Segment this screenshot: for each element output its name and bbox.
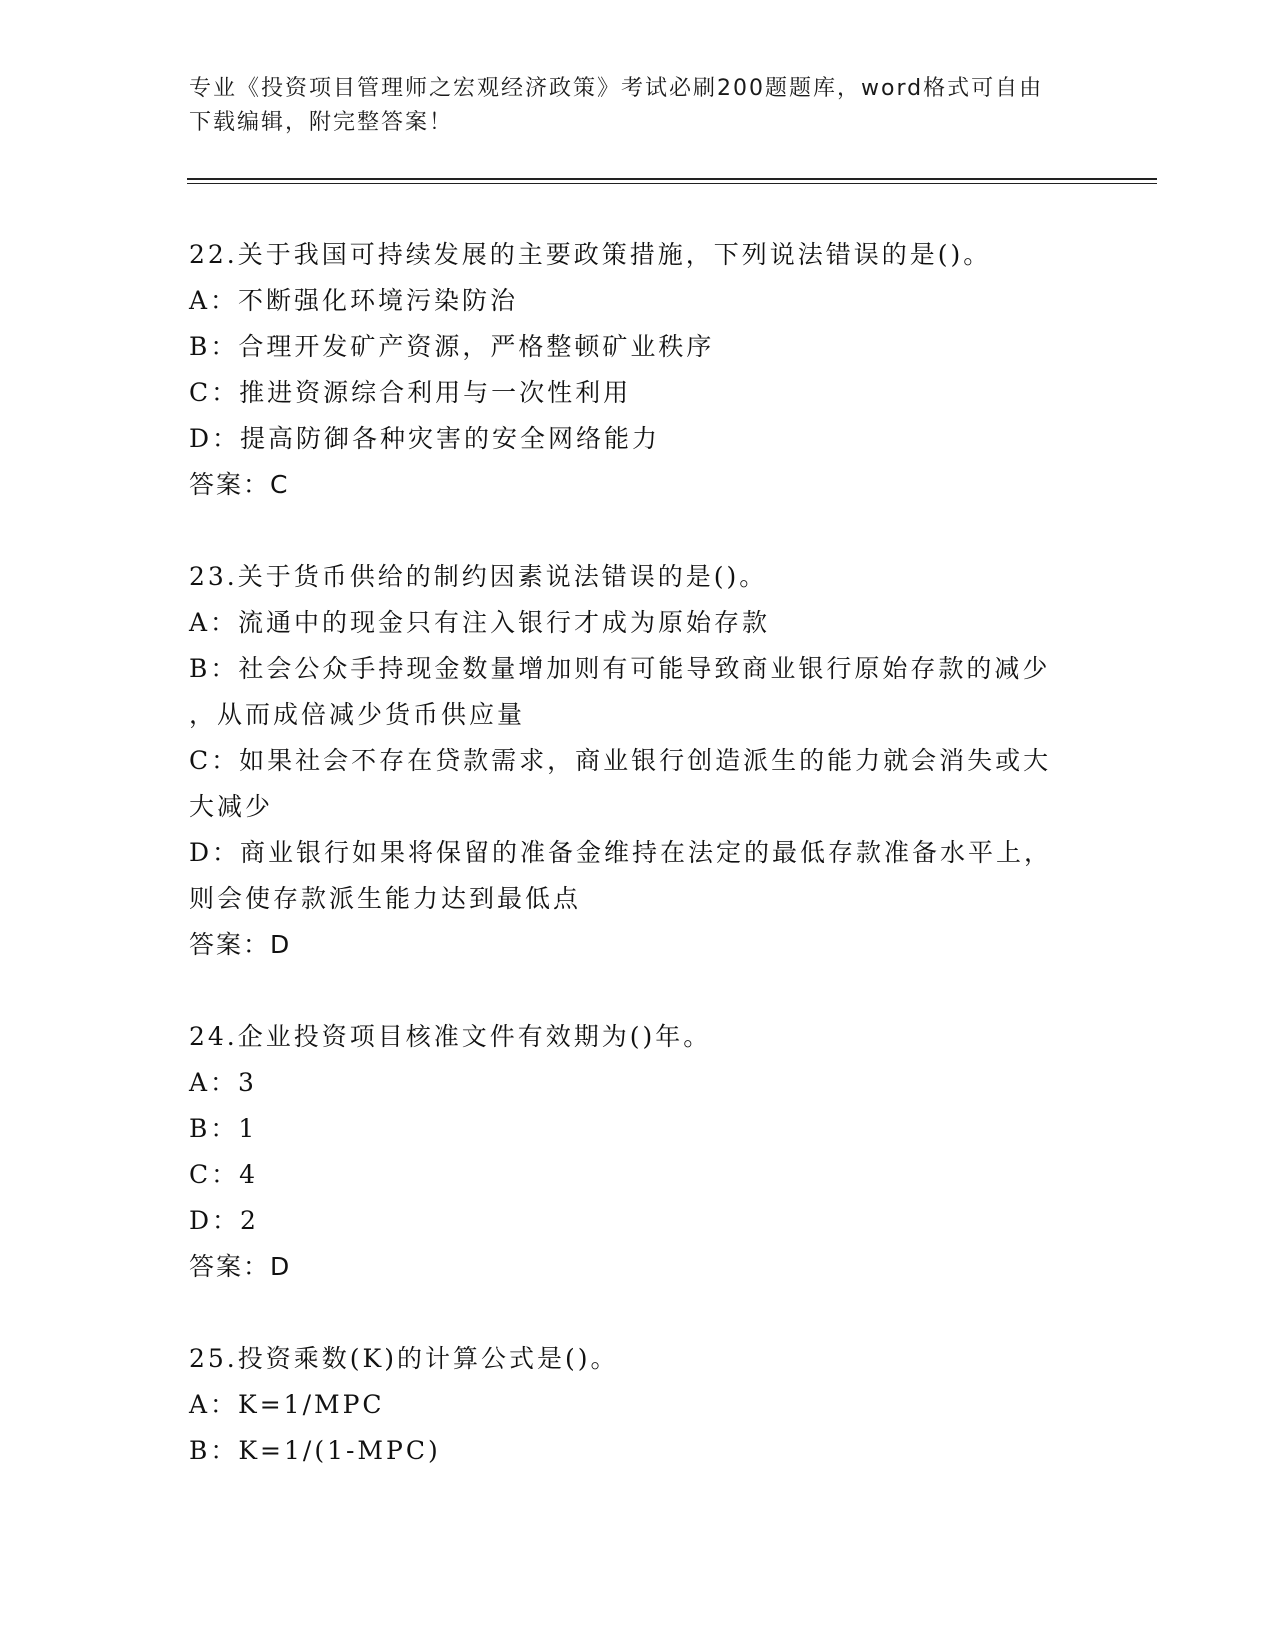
- option-c-continued: 大减少: [189, 792, 274, 821]
- question-stem: 23.关于货币供给的制约因素说法错误的是()。: [189, 562, 768, 591]
- answer: 答案：C: [189, 470, 290, 499]
- option-a: A：流通中的现金只有注入银行才成为原始存款: [189, 608, 771, 637]
- option-b: B：社会公众手持现金数量增加则有可能导致商业银行原始存款的减少: [189, 654, 1051, 683]
- option-c: C：如果社会不存在贷款需求，商业银行创造派生的能力就会消失或大: [189, 746, 1052, 775]
- document-header: [189, 72, 1089, 140]
- header-divider: [187, 178, 1157, 180]
- option-b: B：合理开发矿产资源，严格整顿矿业秩序: [189, 332, 715, 361]
- answer: 答案：D: [189, 1252, 292, 1281]
- header-line-2: 下载编辑，附完整答案！: [189, 110, 454, 135]
- question-23: [189, 554, 1089, 968]
- option-a: A：K=1/MPC: [189, 1390, 385, 1419]
- option-d: D：提高防御各种灾害的安全网络能力: [189, 424, 661, 453]
- question-24: [189, 1014, 1089, 1290]
- option-a: A：3: [189, 1068, 257, 1097]
- question-22: [189, 232, 1089, 508]
- option-d-continued: 则会使存款派生能力达到最低点: [189, 884, 582, 913]
- option-b: B：1: [189, 1114, 258, 1143]
- option-d: D：2: [189, 1206, 259, 1235]
- question-stem: 24.企业投资项目核准文件有效期为()年。: [189, 1022, 712, 1051]
- question-list: [189, 232, 1089, 1520]
- answer: 答案：D: [189, 930, 292, 959]
- question-25: [189, 1336, 1089, 1474]
- option-a: A：不断强化环境污染防治: [189, 286, 519, 315]
- option-b: B：K=1/(1-MPC): [189, 1436, 441, 1465]
- header-divider-thin: [187, 183, 1157, 184]
- option-b-continued: ，从而成倍减少货币供应量: [189, 700, 526, 729]
- option-c: C：4: [189, 1160, 259, 1189]
- header-line-1: 专业《投资项目管理师之宏观经济政策》考试必刷200题题库，word格式可自由: [189, 76, 1044, 101]
- question-stem: 22.关于我国可持续发展的主要政策措施，下列说法错误的是()。: [189, 240, 992, 269]
- option-d: D：商业银行如果将保留的准备金维持在法定的最低存款准备水平上，: [189, 838, 1053, 867]
- question-stem: 25.投资乘数(K)的计算公式是()。: [189, 1344, 619, 1373]
- option-c: C：推进资源综合利用与一次性利用: [189, 378, 632, 407]
